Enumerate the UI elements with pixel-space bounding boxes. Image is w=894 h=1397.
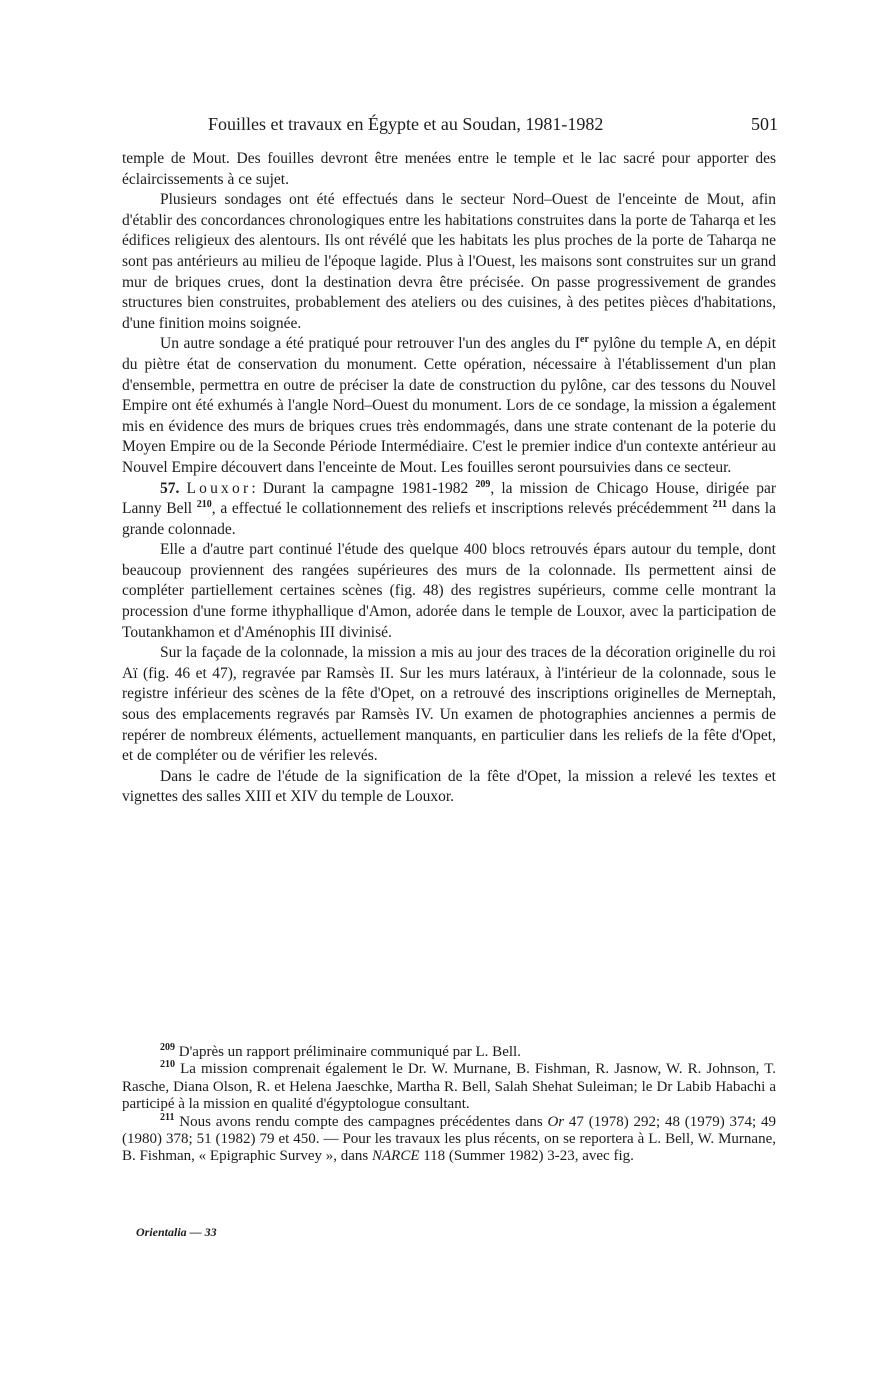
running-title: Fouilles et travaux en Égypte et au Soudan, 1981-1982 [208,114,604,134]
paragraph-5: Elle a d'autre part continué l'étude des quelque 400 blocs retrouvés épars autour du temple, dont beaucoup proviennent des rangées supérieures des murs de la colonnade. Ils permettent ainsi de compléter partiellement certaines scènes (fig. 48) des registres supérieurs, comme celle montrant la procession d'une forme ithyphallique d'Amon, adorée dans le temple de Louxor, avec la participation de Toutankhamon et d'Aménophis III divinisé. [122,541,776,641]
footnote-211 [122,1111,776,1166]
footnote-text-b: 47 (1978) 292; 48 (1979) 374; 49 (1980) 378; 51 (1982) 79 et 450. — Pour les travaux les plus récents, on se reportera à L. Bell, W. Murnane, B. Fishman, « Epigraphic Survey », dans [122,1113,776,1165]
footnote-210 [122,1061,776,1113]
paragraph-4-text-c: , a effectué le collationnement des reliefs et inscriptions relevés précédemment [211,500,708,518]
ordinal-superscript: er [580,334,589,346]
paragraph-7: Dans le cadre de l'étude de la signification de la fête d'Opet, la mission a relevé les textes et vignettes des salles XIII et XIV du temple de Louxor. [122,767,776,806]
footnote-text: D'après un rapport préliminaire communiqué par L. Bell. [175,1044,521,1060]
printer-signature: Orientalia — 33 [136,1225,217,1239]
footnote-ref-211[interactable]: 211 [712,498,728,510]
footnote-ref-209[interactable]: 209 [475,478,491,490]
paragraph-3-text-a: Un autre sondage a été pratiqué pour retrouver l'un des angles du I [160,335,580,353]
paragraph-4 [122,479,776,541]
journal-abbrev-or: Or [547,1113,565,1130]
footnote-number: 211 [160,1111,175,1123]
section-place-heading: Louxor [186,479,252,497]
footnote-number: 209 [160,1042,175,1053]
journal-abbrev-narce: NARCE [371,1148,420,1165]
footnote-209 [122,1044,776,1061]
body-text [122,149,776,808]
footnote-text-c: 118 (Summer 1982) 3-23, avec fig. [419,1148,634,1165]
page-number: 501 [751,114,778,134]
footnote-text-a: Nous avons rendu compte des campagnes précédentes dans [174,1113,548,1130]
paragraph-4-text-d: dans la grande colonnade. [122,500,776,538]
paragraph-2: Plusieurs sondages ont été effectués dans le secteur Nord–Ouest de l'enceinte de Mout, afin d'établir des concordances chronologiques entre les habitations construites dans la porte de Taharqa et les édifices religieux des alentours. Ils ont révélé que les habitats les plus proches de la porte de Taharqa ne sont pas antérieurs au milieu de l'époque lagide. Plus à l'Ouest, les maisons sont construites sur un grand mur de briques crues, dont la destination devra être précisée. On passe progressivement de grandes structures bien construites, probablement des ateliers ou des cuisines, à des petites pièces d'habitations, d'une finition moins soignée. [122,191,776,332]
footnote-text: La mission comprenait également le Dr. W. Murnane, B. Fishman, R. Jasnow, W. R. Johnson, T. Rasche, Diana Olson, R. et Helena Jaeschke, Martha R. Bell, Salah Shehat Suleiman; le Dr Labib Habachi a participé à la mission en qualité d'égyptologue consultant. [122,1061,776,1113]
paragraph-6: Sur la façade de la colonnade, la mission a mis au jour des traces de la décoration originelle du roi Aï (fig. 46 et 47), regravée par Ramsès II. Sur les murs latéraux, à l'intérieur de la colonnade, sous le registre inférieur des scènes de la fête d'Opet, on a retrouvé des inscriptions originelles de Merneptah, sous des emplacements regravés par Ramsès IV. Un examen de photographies anciennes a permis de repérer de nombreux éléments, actuellement manquants, en particulier dans les reliefs de la fête d'Opet, et de compléter ou de vérifier les relevés. [122,644,776,765]
paragraph-3-text-b: pylône du temple A, en dépit du piètre état de conservation du monument. Cette opération, nécessaire à l'établissement d'un plan d'ensemble, permettra en outre de préciser la date de construction du pylône, car des tessons du Nouvel Empire ont été exhumés à l'angle Nord–Ouest du monument. Lors de ce sondage, la mission a également mis en évidence des murs de briques crues très endommagés, dans une strate contenant de la poterie du Moyen Empire ou de la Seconde Période Intermédiaire. C'est le premier indice d'un contexte antérieur au Nouvel Empire découvert dans l'enceinte de Mout. Les fouilles seront poursuivies dans ce secteur. [122,335,776,476]
footnote-ref-210[interactable]: 210 [196,498,212,510]
section-number: 57. [160,479,180,497]
paragraph-4-text-b: , la mission de Chicago House, dirigée par Lanny Bell [122,479,777,518]
paragraph-4-text-a: : Durant la campagne 1981-1982 [251,479,469,497]
paragraph-3 [122,334,776,478]
footnotes [122,1044,776,1166]
paragraph-1: temple de Mout. Des fouilles devront être menées entre le temple et le lac sacré pour apporter des éclaircissements à ce sujet. [122,150,776,188]
footnote-number: 210 [160,1059,175,1071]
